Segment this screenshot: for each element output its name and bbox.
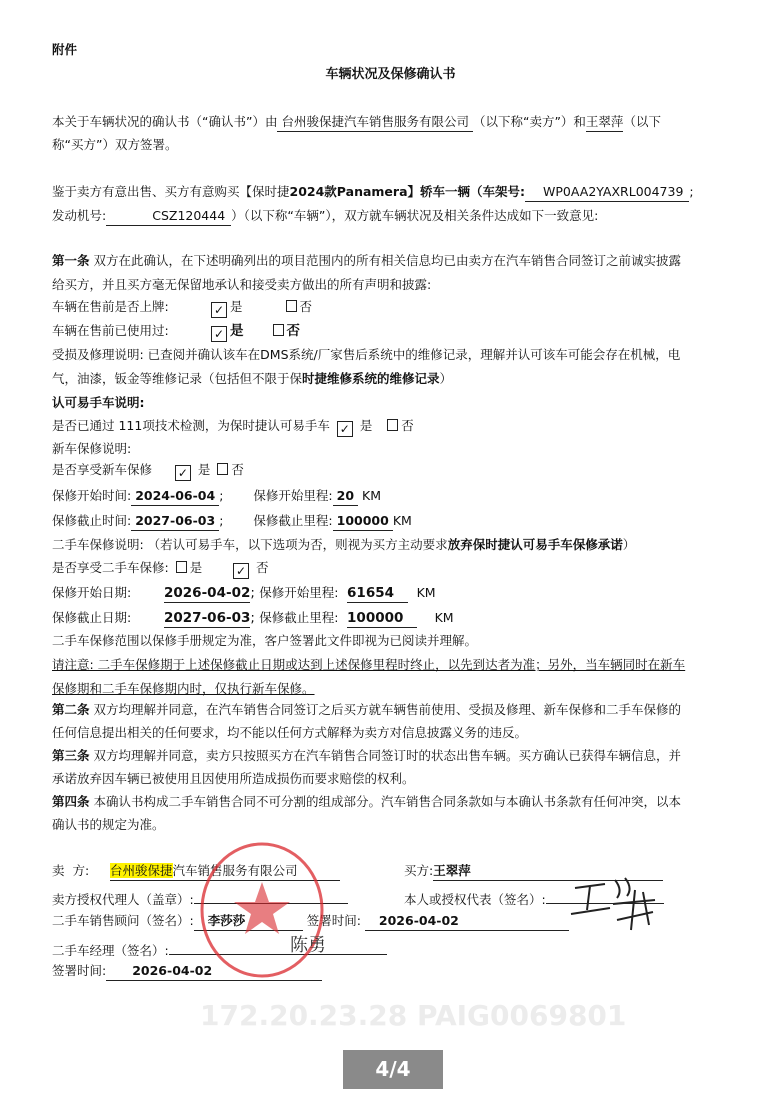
used-warranty-no-checkbox[interactable]: ✓	[233, 563, 249, 579]
used-warranty-row: 是否享受二手车保修: 是 ✓ 否	[52, 560, 269, 578]
agent-sign-row: 卖方授权代理人（盖章）:	[52, 887, 348, 909]
buyer-signature	[565, 870, 665, 935]
new-warranty-yes-checkbox[interactable]: ✓	[175, 465, 191, 481]
certified-no-checkbox[interactable]	[387, 419, 398, 431]
article-1: 第一条 双方在此确认，在下述明确列出的项目范围内的所有相关信息均已由卖方在汽车销售合同签订之前诚实披露	[52, 253, 682, 268]
used-warranty-yes-checkbox[interactable]	[176, 561, 187, 573]
new-warranty-row: 是否享受新车保修 ✓ 是 否	[52, 462, 244, 480]
rep-sign-row: 本人或授权代表（签名）:	[404, 887, 664, 909]
used-warranty-note: 二手车保修说明: （若认可易手车，以下选项为否，则视为买方主动要求放弃保时捷认可易手车保修承诺）	[52, 537, 636, 552]
vehicle-line1: 鉴于卖方有意出售、买方有意购买【保时捷2024款Panamera】轿车一辆（车架号: WP0AA2YAXRL004739 ;	[52, 183, 694, 202]
article-2-line2: 任何信息提出相关的任何要求，均不能以任何方式解释为卖方对信息披露义务的违反。	[52, 725, 528, 740]
used-yes-checkbox[interactable]: ✓	[211, 326, 227, 342]
article-3: 第三条 双方均理解并同意，卖方只按照买方在汽车销售合同签订时的状态出售车辆。买方确认已获得车辆信息，并	[52, 748, 682, 763]
document-title: 车辆状况及保修确认书	[325, 67, 456, 82]
used-row: 车辆在售前已使用过: ✓ 是 否	[52, 323, 300, 341]
new-warranty-heading: 新车保修说明:	[52, 441, 132, 456]
warranty-scope: 二手车保修范围以保修手册规定为准，客户签署此文件即视为已阅读并理解。	[52, 633, 478, 648]
new-warranty-no-checkbox[interactable]	[217, 463, 228, 475]
certified-yes-checkbox[interactable]: ✓	[337, 421, 353, 437]
article-1-line2: 给买方，并且买方毫无保留地承认和接受卖方做出的所有声明和披露:	[52, 277, 432, 292]
article-3-line2: 承诺放弃因车辆已被使用且因使用所造成损伤而要求赔偿的权利。	[52, 771, 415, 786]
page-indicator: 4/4	[343, 1050, 443, 1089]
notice-line1: 请注意: 二手车保修期于上述保修截止日期或达到上述保修里程时终止，以先到达者为准；另外，当车辆同时在新车	[52, 657, 686, 672]
new-warranty-end: 保修截止时间: 2027-06-03 ; 保修截止里程: 100000 KM	[52, 512, 412, 531]
article-2: 第二条 双方均理解并同意，在汽车销售合同签订之后买方就车辆售前使用、受损及修理、新车保修和二手车保修的	[52, 702, 682, 717]
certified-row: 是否已通过 111项技术检测，为保时捷认可易手车 ✓ 是 否	[52, 418, 414, 436]
plated-row: 车辆在售前是否上牌: ✓ 是 否	[52, 299, 313, 317]
buyer-sign-row: 买方:王翠萍	[404, 862, 663, 881]
used-warranty-start: 保修开始日期: 2026-04-02; 保修开始里程: 61654 KM	[52, 585, 436, 601]
plated-no-checkbox[interactable]	[286, 300, 297, 312]
advisor-sign-row: 二手车销售顾问（签名）: 李莎莎 签署时间: 2026-04-02	[52, 912, 569, 931]
annex-label: 附件	[52, 42, 78, 57]
intro-line1: 本关于车辆状况的确认书（“确认书”）由 台州骏保捷汽车销售服务有限公司 （以下称“卖方”）和王翠萍（以下	[52, 113, 661, 132]
company-stamp	[196, 840, 326, 980]
manager-sign-row: 二手车经理（签名）:	[52, 938, 387, 960]
vehicle-line2: 发动机号: CSZ120444 ）（以下称“车辆”），双方就车辆状况及相关条件达成如下一致意见:	[52, 207, 598, 226]
used-warranty-end: 保修截止日期: 2027-06-03; 保修截止里程: 100000 KM	[52, 610, 454, 626]
notice-line2: 保修期和二手车保修期内时，仅执行新车保修。	[52, 681, 315, 696]
damage-line1: 受损及修理说明: 已查阅并确认该车在DMS系统/厂家售后系统中的维修记录，理解并认可该车可能会存在机械，电	[52, 347, 681, 362]
plated-yes-checkbox[interactable]: ✓	[211, 302, 227, 318]
manager-signature: 陈勇	[290, 935, 326, 956]
seller-sign-row: 卖 方: 台州骏保捷汽车销售服务有限公司	[52, 862, 340, 881]
article-4: 第四条 本确认书构成二手车销售合同不可分割的组成部分。汽车销售合同条款如与本确认书条款有任何冲突，以本	[52, 794, 682, 809]
date-row: 签署时间: 2026-04-02	[52, 962, 322, 981]
intro-line2: 称“买方”）双方签署。	[52, 137, 178, 152]
damage-line2: 气，油漆，钣金等维修记录（包括但不限于保时捷维修系统的维修记录）	[52, 371, 453, 386]
watermark: 172.20.23.28 PAIG0069801	[200, 999, 627, 1032]
used-no-checkbox[interactable]	[273, 324, 284, 336]
new-warranty-start: 保修开始时间: 2024-06-04 ; 保修开始里程: 20 KM	[52, 487, 381, 506]
certified-heading: 认可易手车说明:	[52, 395, 145, 410]
article-4-line2: 确认书的规定为准。	[52, 817, 165, 832]
